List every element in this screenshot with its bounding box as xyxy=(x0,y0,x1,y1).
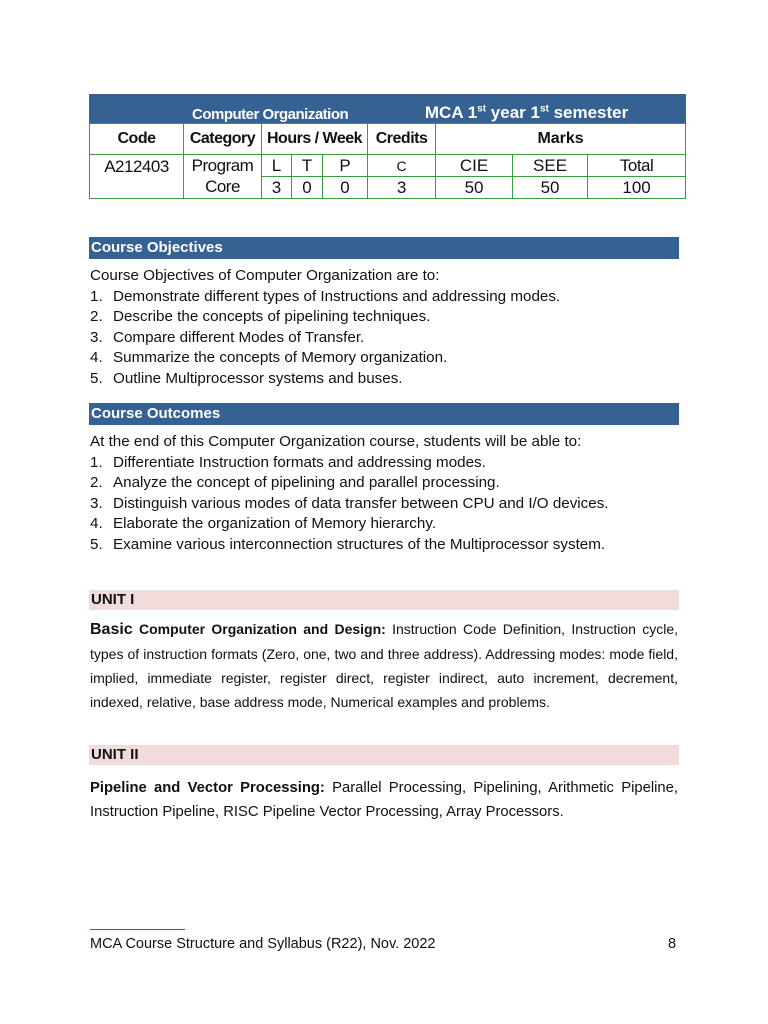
total-label: Total xyxy=(588,155,686,177)
category-header: Category xyxy=(184,124,262,155)
cie-label: CIE xyxy=(436,155,513,177)
objectives-heading: Course Objectives xyxy=(89,237,679,259)
p-label: P xyxy=(323,155,368,177)
credits-value: 3 xyxy=(368,177,436,199)
objectives-list xyxy=(90,266,690,389)
list-item: 4. Summarize the concepts of Memory organization. xyxy=(90,349,448,366)
unit1-heading: UNIT I xyxy=(89,590,679,610)
total-value: 100 xyxy=(588,177,686,199)
see-label: SEE xyxy=(513,155,588,177)
category-line2: Core xyxy=(184,177,262,199)
l-value: 3 xyxy=(262,177,292,199)
course-name: Computer Organization xyxy=(184,95,368,124)
blank-cell xyxy=(90,95,184,124)
code-header: Code xyxy=(90,124,184,155)
see-value: 50 xyxy=(513,177,588,199)
list-item: 5. Examine various interconnection structures of the Multiprocessor system. xyxy=(90,535,606,553)
outcomes-intro: At the end of this Computer Organization course, students will be able to: xyxy=(90,433,582,450)
list-item: 1. Demonstrate different types of Instructions and addressing modes. xyxy=(90,287,561,305)
semester-label: MCA 1st year 1st semester xyxy=(368,95,686,124)
credits-header: Credits xyxy=(368,124,436,155)
list-item: 1. Differentiate Instruction formats and addressing modes. xyxy=(90,453,486,471)
unit2-heading: UNIT II xyxy=(89,745,679,765)
unit2-body xyxy=(90,776,678,824)
objectives-intro: Course Objectives of Computer Organization are to: xyxy=(90,267,440,284)
unit1-text: Instruction Code Definition, Instruction cycle, types of instruction formats (Zero, one, two and three address). Addressing modes: mode field, implied, immediate register, register direct, register indirect, auto increment, decrement, indexed, relative, base address mode, Numerical examples and problems. xyxy=(90,621,678,710)
course-code: A212403 xyxy=(90,155,184,199)
unit2-title: Pipeline and Vector Processing: xyxy=(90,780,325,796)
hours-week-header: Hours / Week xyxy=(262,124,368,155)
footer-rule xyxy=(90,929,185,930)
footer-text: MCA Course Structure and Syllabus (R22), Nov. 2022 xyxy=(90,936,436,952)
t-value: 0 xyxy=(292,177,323,199)
list-item: 2. Describe the concepts of pipelining techniques. xyxy=(90,308,431,325)
list-item: 4. Elaborate the organization of Memory hierarchy. xyxy=(90,515,437,532)
outcomes-list xyxy=(90,432,690,555)
t-label: T xyxy=(292,155,323,177)
unit1-title: Computer Organization and Design: xyxy=(132,621,386,637)
outcomes-heading: Course Outcomes xyxy=(89,403,679,425)
cie-value: 50 xyxy=(436,177,513,199)
l-label: L xyxy=(262,155,292,177)
marks-header: Marks xyxy=(436,124,686,155)
unit1-title-first: Basic xyxy=(90,621,133,638)
list-item: 5. Outline Multiprocessor systems and buses. xyxy=(90,369,403,387)
unit2-text: Parallel Processing, Pipelining, Arithmetic Pipeline, Instruction Pipeline, RISC Pipeline Vector Processing, Array Processors. xyxy=(90,780,678,820)
course-table xyxy=(89,94,686,199)
p-value: 0 xyxy=(323,177,368,199)
category-line1: Program xyxy=(184,155,262,177)
unit1-body xyxy=(90,617,678,714)
list-item: 3. Distinguish various modes of data transfer between CPU and I/O devices. xyxy=(90,494,609,512)
page-number: 8 xyxy=(668,936,677,952)
list-item: 3. Compare different Modes of Transfer. xyxy=(90,328,365,346)
c-label: C xyxy=(368,155,436,177)
list-item: 2. Analyze the concept of pipelining and parallel processing. xyxy=(90,474,500,491)
